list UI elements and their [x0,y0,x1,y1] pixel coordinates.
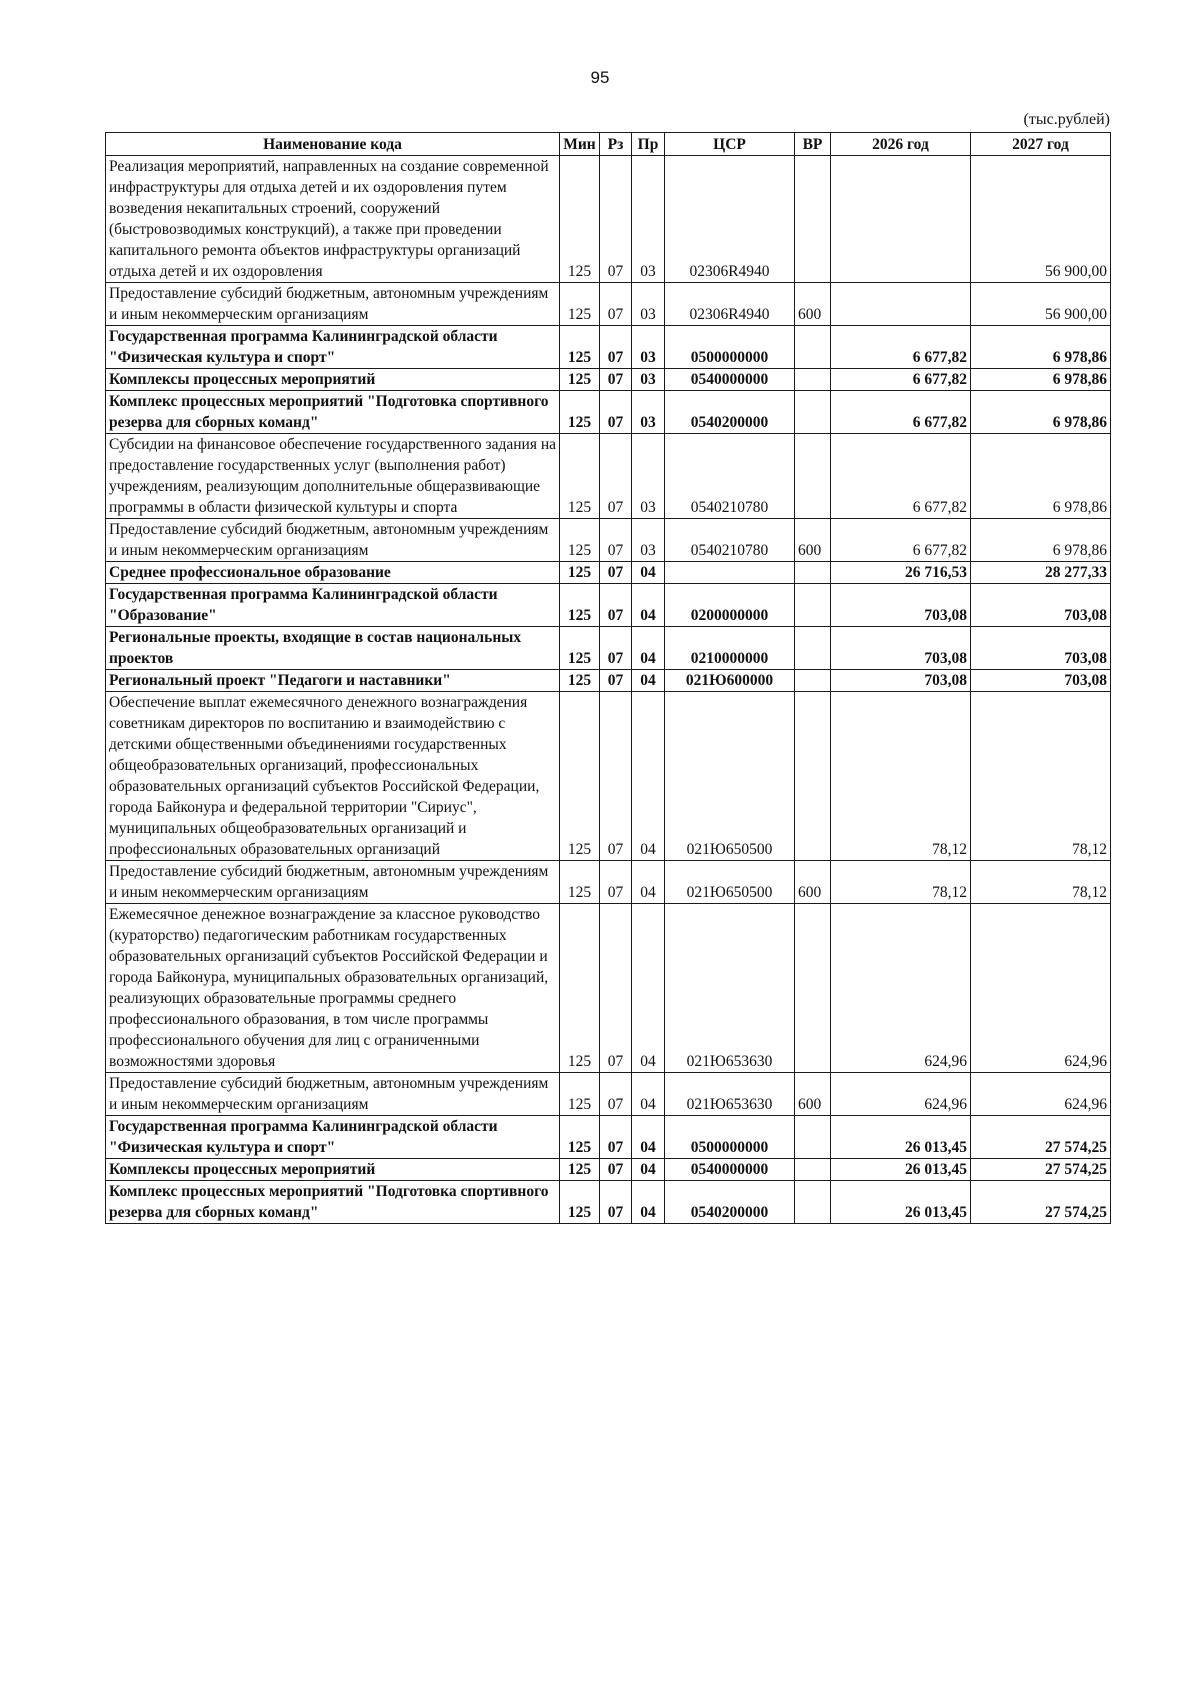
row-value-2027: 6 978,86 [971,391,1111,434]
row-rz: 07 [600,670,632,692]
table-row [106,369,1111,391]
page-number: 95 [590,68,610,87]
table-row [106,861,1111,904]
row-value-2027: 27 574,25 [971,1159,1111,1181]
row-min: 125 [560,519,600,562]
row-rz: 07 [600,1181,632,1224]
row-min: 125 [560,584,600,627]
row-rz: 07 [600,1116,632,1159]
row-min: 125 [560,861,600,904]
row-value-2026: 26 013,45 [831,1116,971,1159]
row-value-2027: 56 900,00 [971,283,1111,326]
row-name: Государственная программа Калининградской области "Образование" [106,584,560,627]
row-pr: 04 [632,1073,665,1116]
row-name: Государственная программа Калининградской области "Физическая культура и спорт" [106,1116,560,1159]
header-csr: ЦСР [665,133,795,156]
row-name: Среднее профессиональное образование [106,562,560,584]
table-row [106,434,1111,519]
table-row [106,156,1111,283]
row-vr [795,1181,831,1224]
row-csr: 02306R4940 [665,156,795,283]
row-min: 125 [560,1159,600,1181]
row-rz: 07 [600,326,632,369]
table-row [106,1116,1111,1159]
row-value-2026 [831,283,971,326]
row-pr: 04 [632,1159,665,1181]
row-pr: 04 [632,627,665,670]
row-value-2026: 6 677,82 [831,369,971,391]
row-pr: 03 [632,156,665,283]
row-csr: 0540200000 [665,391,795,434]
row-vr: 600 [795,283,831,326]
row-min: 125 [560,391,600,434]
row-vr [795,904,831,1073]
row-value-2027: 28 277,33 [971,562,1111,584]
row-min: 125 [560,434,600,519]
row-pr: 04 [632,584,665,627]
row-csr: 021Ю653630 [665,904,795,1073]
row-value-2027: 703,08 [971,627,1111,670]
row-rz: 07 [600,861,632,904]
row-vr [795,1159,831,1181]
row-name: Предоставление субсидий бюджетным, автономным учреждениям и иным некоммерческим организациям [106,1073,560,1116]
header-name: Наименование кода [106,133,560,156]
row-csr: 0500000000 [665,1116,795,1159]
row-pr: 04 [632,692,665,861]
row-rz: 07 [600,627,632,670]
row-vr: 600 [795,861,831,904]
row-csr: 0540210780 [665,434,795,519]
table-row [106,283,1111,326]
row-csr: 0540210780 [665,519,795,562]
row-value-2026: 703,08 [831,670,971,692]
header-2026: 2026 год [831,133,971,156]
row-rz: 07 [600,391,632,434]
row-name: Комплексы процессных мероприятий [106,1159,560,1181]
row-min: 125 [560,904,600,1073]
table-row [106,1159,1111,1181]
row-pr: 04 [632,1116,665,1159]
row-name: Комплекс процессных мероприятий "Подготовка спортивного резерва для сборных команд" [106,1181,560,1224]
row-csr: 0500000000 [665,326,795,369]
row-value-2027: 6 978,86 [971,519,1111,562]
row-value-2027: 624,96 [971,1073,1111,1116]
row-value-2026 [831,156,971,283]
row-vr [795,627,831,670]
table-row [106,670,1111,692]
row-value-2026: 6 677,82 [831,326,971,369]
table-row [106,391,1111,434]
table-row [106,519,1111,562]
row-min: 125 [560,1073,600,1116]
row-name: Ежемесячное денежное вознаграждение за классное руководство (кураторство) педагогическим работникам государственных образовательных организаций субъектов Российской Федерации и города Байконура, муниципальных образовательных организаций, реализующих образовательные программы среднего профессионального образования, в том числе программы профессионального обучения для лиц с ограниченными возможностями здоровья [106,904,560,1073]
row-min: 125 [560,326,600,369]
header-2027: 2027 год [971,133,1111,156]
row-csr: 021Ю650500 [665,861,795,904]
row-value-2026: 26 716,53 [831,562,971,584]
header-rz: Рз [600,133,632,156]
row-name: Региональный проект "Педагоги и наставники" [106,670,560,692]
row-rz: 07 [600,1073,632,1116]
row-min: 125 [560,562,600,584]
row-name: Комплексы процессных мероприятий [106,369,560,391]
row-vr [795,434,831,519]
row-min: 125 [560,1116,600,1159]
row-csr: 0200000000 [665,584,795,627]
row-name: Реализация мероприятий, направленных на создание современной инфраструктуры для отдыха детей и их оздоровления путем возведения некапитальных строений, сооружений (быстровозводимых конструкций), а также при проведении капитального ремонта объектов инфраструктуры организаций отдыха детей и их оздоровления [106,156,560,283]
table-row [106,904,1111,1073]
row-value-2026: 6 677,82 [831,434,971,519]
budget-table [105,132,1111,1224]
table-row [106,627,1111,670]
row-min: 125 [560,1181,600,1224]
row-pr: 04 [632,861,665,904]
row-name: Предоставление субсидий бюджетным, автономным учреждениям и иным некоммерческим организациям [106,519,560,562]
row-value-2027: 6 978,86 [971,369,1111,391]
row-value-2027: 78,12 [971,692,1111,861]
row-vr [795,156,831,283]
row-value-2027: 703,08 [971,584,1111,627]
row-csr: 02306R4940 [665,283,795,326]
row-name: Обеспечение выплат ежемесячного денежного вознаграждения советникам директоров по воспитанию и взаимодействию с детскими общественными объединениями государственных общеобразовательных организаций, профессиональных образовательных организаций субъектов Российской Федерации, города Байконура и федеральной территории "Сириус", муниципальных общеобразовательных организаций и профессиональных образовательных организаций [106,692,560,861]
row-pr: 04 [632,1181,665,1224]
row-rz: 07 [600,519,632,562]
row-value-2026: 703,08 [831,584,971,627]
row-value-2027: 56 900,00 [971,156,1111,283]
row-vr [795,584,831,627]
header-vr: ВР [795,133,831,156]
row-value-2026: 78,12 [831,861,971,904]
row-value-2027: 27 574,25 [971,1116,1111,1159]
row-vr: 600 [795,519,831,562]
row-rz: 07 [600,1159,632,1181]
row-value-2027: 6 978,86 [971,434,1111,519]
row-vr [795,326,831,369]
row-vr [795,670,831,692]
row-pr: 03 [632,283,665,326]
row-min: 125 [560,283,600,326]
row-csr: 021Ю650500 [665,692,795,861]
table-header-row [106,133,1111,156]
table-row [106,584,1111,627]
row-rz: 07 [600,904,632,1073]
row-pr: 03 [632,434,665,519]
row-min: 125 [560,156,600,283]
row-rz: 07 [600,156,632,283]
row-value-2026: 624,96 [831,1073,971,1116]
row-value-2027: 624,96 [971,904,1111,1073]
row-vr: 600 [795,1073,831,1116]
table-body [106,156,1111,1224]
table-row [106,562,1111,584]
row-csr: 021Ю653630 [665,1073,795,1116]
header-min: Мин [560,133,600,156]
row-csr: 0540000000 [665,1159,795,1181]
row-csr: 0540200000 [665,1181,795,1224]
row-value-2026: 26 013,45 [831,1181,971,1224]
row-vr [795,692,831,861]
row-csr: 0540000000 [665,369,795,391]
row-rz: 07 [600,562,632,584]
row-csr [665,562,795,584]
row-value-2026: 78,12 [831,692,971,861]
table-row [106,692,1111,861]
row-pr: 04 [632,670,665,692]
row-pr: 03 [632,519,665,562]
units-label: (тыс.рублей) [1023,111,1110,128]
row-pr: 03 [632,326,665,369]
row-min: 125 [560,627,600,670]
row-min: 125 [560,369,600,391]
row-pr: 04 [632,562,665,584]
row-rz: 07 [600,584,632,627]
row-name: Региональные проекты, входящие в состав национальных проектов [106,627,560,670]
row-value-2026: 703,08 [831,627,971,670]
row-vr [795,1116,831,1159]
row-rz: 07 [600,434,632,519]
table-row [106,1181,1111,1224]
row-name: Государственная программа Калининградской области "Физическая культура и спорт" [106,326,560,369]
row-value-2026: 26 013,45 [831,1159,971,1181]
row-min: 125 [560,670,600,692]
row-value-2026: 6 677,82 [831,519,971,562]
row-pr: 03 [632,391,665,434]
row-name: Предоставление субсидий бюджетным, автономным учреждениям и иным некоммерческим организациям [106,283,560,326]
table-row [106,1073,1111,1116]
row-value-2027: 78,12 [971,861,1111,904]
header-pr: Пр [632,133,665,156]
row-value-2026: 624,96 [831,904,971,1073]
row-rz: 07 [600,283,632,326]
row-csr: 0210000000 [665,627,795,670]
row-vr [795,369,831,391]
table-row [106,326,1111,369]
row-min: 125 [560,692,600,861]
row-value-2027: 27 574,25 [971,1181,1111,1224]
row-value-2027: 6 978,86 [971,326,1111,369]
row-rz: 07 [600,692,632,861]
row-value-2026: 6 677,82 [831,391,971,434]
row-csr: 021Ю600000 [665,670,795,692]
row-name: Комплекс процессных мероприятий "Подготовка спортивного резерва для сборных команд" [106,391,560,434]
row-pr: 04 [632,904,665,1073]
row-vr [795,391,831,434]
row-rz: 07 [600,369,632,391]
row-name: Субсидии на финансовое обеспечение государственного задания на предоставление государственных услуг (выполнения работ) учреждениям, реализующим дополнительные общеразвивающие программы в области физической культуры и спорта [106,434,560,519]
row-name: Предоставление субсидий бюджетным, автономным учреждениям и иным некоммерческим организациям [106,861,560,904]
row-value-2027: 703,08 [971,670,1111,692]
row-pr: 03 [632,369,665,391]
row-vr [795,562,831,584]
